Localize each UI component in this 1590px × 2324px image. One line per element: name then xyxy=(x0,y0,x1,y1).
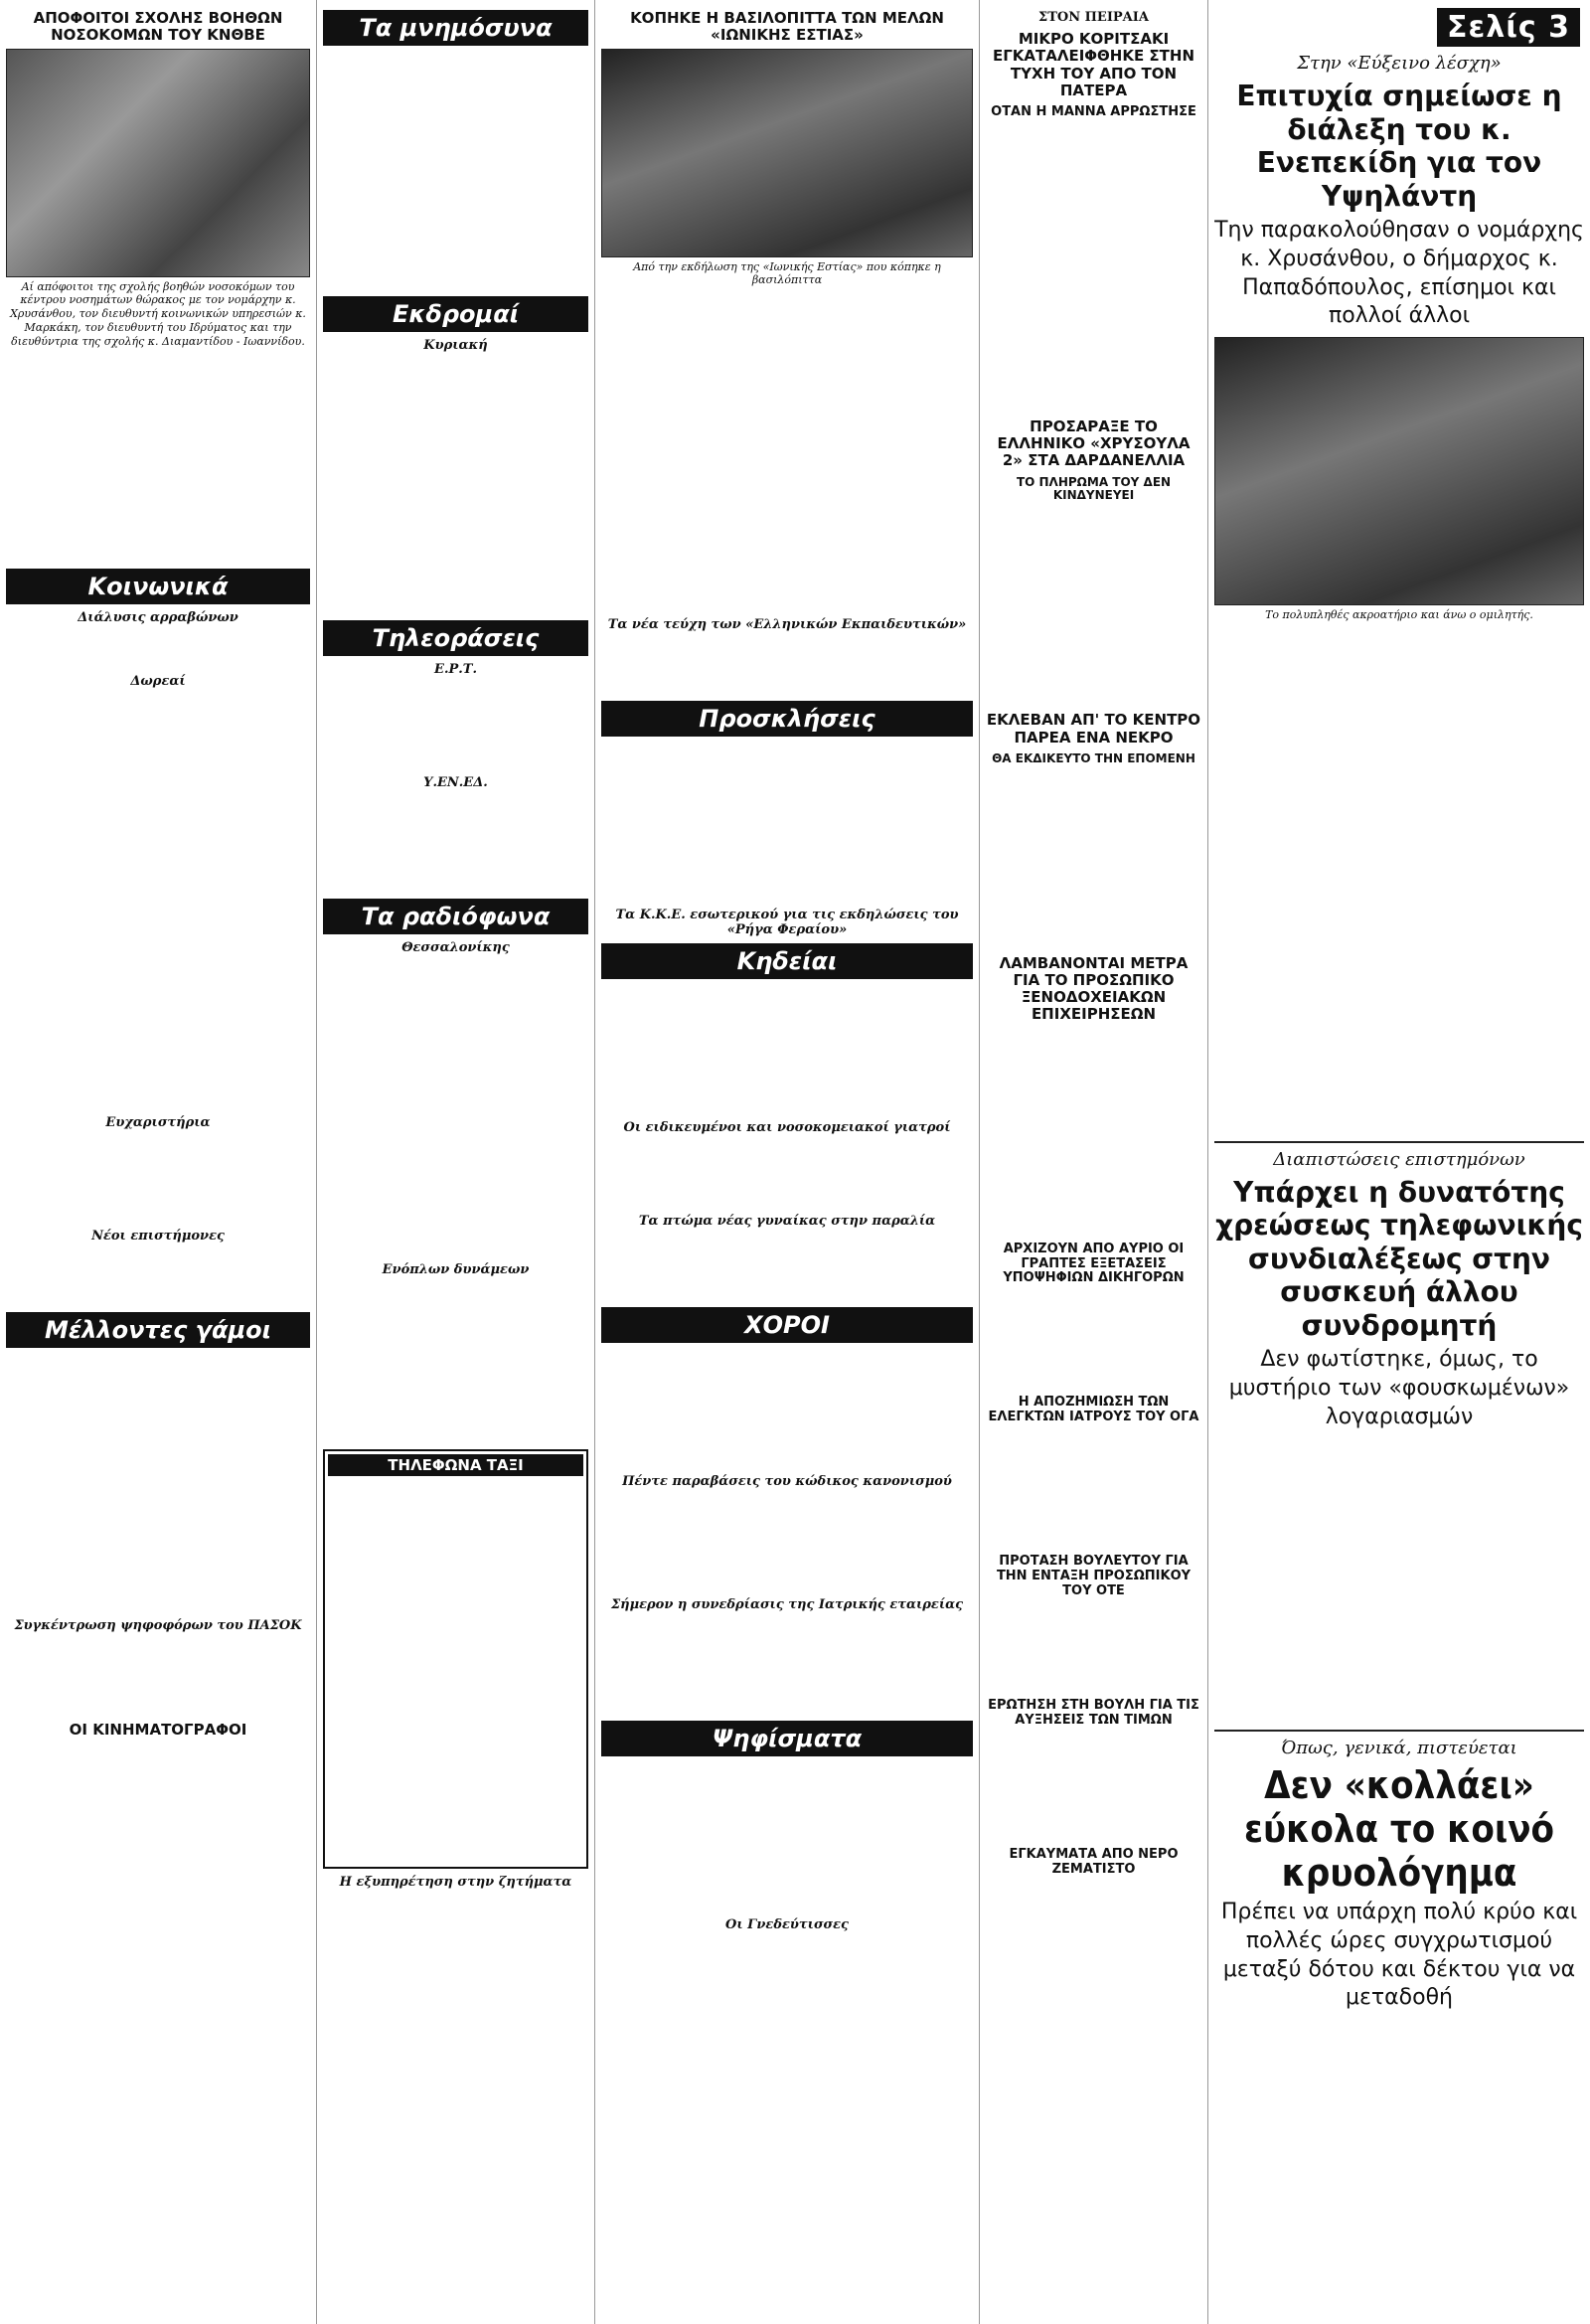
body-text-block xyxy=(6,1743,310,1982)
photo-caption: Το πολυπληθές ακροατήριο και άνω ο ομιλητής. xyxy=(1265,607,1533,621)
page-number-label: Σελίς 3 xyxy=(1437,8,1580,47)
kicker-general-belief: Όπως, γενικά, πιστεύεται xyxy=(1281,1738,1517,1759)
body-text-block xyxy=(986,1603,1201,1693)
body-text-block xyxy=(6,628,310,668)
body-text-block xyxy=(1214,2017,1584,2324)
body-text-block xyxy=(601,985,973,1114)
page-number-header xyxy=(1218,8,1580,47)
subhead-divorce: Διάλυσις αρραβώνων xyxy=(78,610,238,626)
subhead-crew-safe: ΤΟ ΠΛΗΡΩΜΑ ΤΟΥ ΔΕΝ ΚΙΝΔΥΝΕΥΕΙ xyxy=(1016,474,1172,503)
subhead-cinemas: ΟΙ ΚΙΝΗΜΑΤΟΓΡΑΦΟΙ xyxy=(69,1721,247,1740)
column-3 xyxy=(595,0,979,2324)
taxi-phones-title: ΤΗΛΕΦΩΝΑ ΤΑΞΙ xyxy=(328,1454,583,1476)
body-text-block xyxy=(323,356,588,614)
body-text-block xyxy=(986,1429,1201,1549)
subhead-next-day: ΘΑ ΕΚΔΙΚΕΥΤΟ ΤΗΝ ΕΠΟΜΕΝΗ xyxy=(992,750,1195,765)
subhead-armed-forces: Ενόπλων δυνάμεων xyxy=(382,1262,530,1277)
headline-abandoned-girl: ΜΙΚΡΟ ΚΟΡΙΤΣΑΚΙ ΕΓΚΑΤΑΛΕΙΦΘΗΚΕ ΣΤΗΝ ΤΥΧΗ ΤΟΥ ΑΠΟ ΤΟΝ ΠΑΤΕΡΑ xyxy=(992,30,1195,99)
photo-caption: Από την εκδήλωση της «Ιωνικής Εστίας» που κόπηκε η βασιλόπιττα xyxy=(633,259,941,287)
photo-caption: Αί απόφοιτοι της σχολής βοηθών νοσοκόμων του κέντρου νοσημάτων θώρακος με τον νομάρχην κ. Χρυσάνθου, τον διευθυντή κοινωνικών υπηρεσιών κ. Μαρκάκη, τον διευθυντή του Ιδρύματος και την διευθύντρια της σχολής κ. Διαμαντίδου - Ιωαννίδου. xyxy=(10,279,306,348)
headline-ship-aground: ΠΡΟΣΑΡΑΞΕ ΤΟ ΕΛΛΗΝΙΚΟ «ΧΡΥΣΟΥΛΑ 2» ΣΤΑ ΔΑΡΔΑΝΕΛΛΙΑ xyxy=(997,416,1191,470)
body-text-block xyxy=(986,1290,1201,1390)
body-text-block xyxy=(328,1476,583,1864)
subhead-kke: Τα Κ.Κ.Ε. εσωτερικού για τις εκδηλώσεις του «Ρήγα Φεραίου» xyxy=(615,908,959,937)
body-text-block xyxy=(323,680,588,769)
body-text-block xyxy=(601,1935,973,2015)
section-banner-dances: ΧΟΡΟΙ xyxy=(601,1307,973,1343)
body-text-block xyxy=(601,1615,973,1715)
section-rule xyxy=(1214,1141,1584,1143)
subhead-graduates: Νέοι επιστήμονες xyxy=(91,1229,225,1245)
subhead-duty: Η εξυπηρέτηση στην ζητήματα xyxy=(339,1875,572,1890)
body-text-block xyxy=(601,1492,973,1591)
body-text-block xyxy=(601,743,973,902)
subhead-sunday: Κυριακή xyxy=(423,338,488,353)
section-banner-memorials: Τα μνημόσυνα xyxy=(323,10,588,46)
subhead-pasok: Συγκέντρωση ψηφοφόρων του ΠΑΣΟΚ xyxy=(14,1618,302,1634)
column-2 xyxy=(317,0,594,2324)
subhead-attendees: Την παρακολούθησαν ο νομάρχης κ. Χρυσάνθου, ο δήμαρχος κ. Παπαδόπουλος, επίσημοι και πολλοί άλλοι xyxy=(1214,218,1584,329)
body-text-block xyxy=(1214,628,1584,1135)
body-text-block xyxy=(601,293,973,611)
headline-scald-burns: ΕΓΚΑΥΜΑΤΑ ΑΠΟ ΝΕΡΟ ΖΕΜΑΤΙΣΤΟ xyxy=(1009,1846,1179,1877)
subhead-mother-ill: ΟΤΑΝ Η ΜΑΝΝΑ ΑΡΡΩΣΤΗΣΕ xyxy=(991,104,1196,119)
headline-vasilopitta: ΚΟΠΗΚΕ Η ΒΑΣΙΛΟΠΙΤΤΑ ΤΩΝ ΜΕΛΩΝ «ΙΩΝΙΚΗΣ ΕΣΤΙΑΣ» xyxy=(630,9,944,45)
headline-oga-doctors: Η ΑΠΟΖΗΜΙΩΣΗ ΤΩΝ ΕΛΕΓΚΤΩΝ ΙΑΤΡΟΥΣ ΤΟΥ ΟΓΑ xyxy=(988,1395,1199,1425)
column-1 xyxy=(0,0,316,2324)
body-text-block xyxy=(6,354,310,563)
taxi-phones-box xyxy=(323,1449,588,1869)
subhead-inflated-bills: Δεν φωτίστηκε, όμως, το μυστήριο των «φουσκωμένων» λογαριασμών xyxy=(1228,1347,1570,1429)
body-text-block xyxy=(323,1893,588,1992)
headline-stolen-corpse: ΕΚΛΕΒΑΝ ΑΠ' ΤΟ ΚΕΝΤΡΟ ΠΑΡΕΑ ΕΝΑ ΝΕΚΡΟ xyxy=(986,711,1201,747)
subhead-woman-body: Τα πτώμα νέας γυναίκας στην παραλία xyxy=(638,1214,936,1229)
body-text-block xyxy=(6,1636,310,1716)
subhead-thanks: Οι Γνεδεύτισσες xyxy=(725,1917,849,1932)
section-banner-tv: Τηλεοράσεις xyxy=(323,620,588,656)
kicker-scientists: Διαπιστώσεις επιστημόνων xyxy=(1273,1148,1525,1170)
body-text-block xyxy=(986,770,1201,949)
body-text-block xyxy=(6,1133,310,1223)
subhead-medical-society: Σήμερον η συνεδρίασις της Ιατρικής εταιρείας xyxy=(610,1597,964,1612)
subhead-radio-thessaloniki: Θεσσαλονίκης xyxy=(401,940,510,955)
subhead-thanks: Ευχαριστήρια xyxy=(105,1115,211,1131)
body-text-block xyxy=(6,1246,310,1306)
column-4 xyxy=(980,0,1207,2324)
subhead-yened: Υ.ΕΝ.ΕΔ. xyxy=(423,775,488,790)
body-text-block xyxy=(323,958,588,1256)
body-text-block xyxy=(601,635,973,695)
body-text-block xyxy=(986,124,1201,413)
section-rule xyxy=(1214,1730,1584,1732)
body-text-block xyxy=(986,1733,1201,1842)
headline-price-question: ΕΡΩΤΗΣΗ ΣΤΗ ΒΟΥΛΗ ΓΙΑ ΤΙΣ ΑΥΞΗΣΕΙΣ ΤΩΝ ΤΙΜΩΝ xyxy=(988,1698,1199,1729)
column-5 xyxy=(1208,0,1590,2324)
section-banner-excursions: Εκδρομαί xyxy=(323,296,588,332)
body-text-block xyxy=(323,1280,588,1449)
kicker-piraeus: ΣΤΟΝ ΠΕΙΡΑΙΑ xyxy=(1038,10,1149,25)
body-text-block xyxy=(323,793,588,893)
section-banner-invitations: Προσκλήσεις xyxy=(601,701,973,737)
section-banner-society: Κοινωνικά xyxy=(6,569,310,604)
body-text-block xyxy=(6,1354,310,1612)
headline-phone-billing: Υπάρχει η δυνατότης χρεώσεως τηλεφωνικής συνδιαλέξεως στην συσκευή άλλου συνδρομητή xyxy=(1215,1175,1583,1342)
subhead-gifts: Δωρεαί xyxy=(130,674,186,690)
headline-nursing-graduates: ΑΠΟΦΟΙΤΟΙ ΣΧΟΛΗΣ ΒΟΗΘΩΝ ΝΟΣΟΚΟΜΩΝ ΤΟΥ ΚΝΘΒΕ xyxy=(33,9,283,45)
body-text-block xyxy=(601,1232,973,1301)
photo-graduates xyxy=(6,49,310,277)
headline-hotel-staff: ΛΑΜΒΑΝΟΝΤΑΙ ΜΕΤΡΑ ΓΙΑ ΤΟ ΠΡΟΣΩΠΙΚΟ ΞΕΝΟΔΟΧΕΙΑΚΩΝ ΕΠΙΧΕΙΡΗΣΕΩΝ xyxy=(999,953,1189,1024)
body-text-block xyxy=(1214,1435,1584,1724)
photo-vasilopitta xyxy=(601,49,973,257)
section-banner-votes: Ψηφίσματα xyxy=(601,1721,973,1756)
kicker-euxinos: Στην «Εύξεινο λέσχη» xyxy=(1297,53,1502,74)
section-banner-funerals: Κηδείαι xyxy=(601,943,973,979)
subhead-cold-conditions: Πρέπει να υπάρχη πολύ κρύο και πολλές ώρες συγχρωτισμού μεταξύ δότου και δέκτου για να μεταδοθή xyxy=(1220,1900,1578,2011)
subhead-ert: Ε.Ρ.Τ. xyxy=(434,662,477,677)
body-text-block xyxy=(601,1138,973,1208)
body-text-block xyxy=(601,1349,973,1468)
body-text-block xyxy=(986,1882,1201,1961)
section-banner-weddings: Μέλλοντες γάμοι xyxy=(6,1312,310,1348)
section-banner-radio: Τα ραδιόφωνα xyxy=(323,899,588,934)
headline-lawyer-exams: ΑΡΧΙΖΟΥΝ ΑΠΟ ΑΥΡΙΟ ΟΙ ΓΡΑΠΤΕΣ ΕΞΕΤΑΣΕΙΣ ΥΠΟΨΗΦΙΩΝ ΔΙΚΗΓΟΡΩΝ xyxy=(1003,1241,1185,1286)
body-text-block xyxy=(323,52,588,290)
body-text-block xyxy=(986,507,1201,706)
body-text-block xyxy=(6,692,310,1109)
headline-ypsilantis-lecture: Επιτυχία σημείωσε η διάλεξη του κ. Ενεπεκίδη για τον Υψηλάντη xyxy=(1236,80,1562,213)
subhead-new-issues: Τα νέα τεύχη των «Ελληνικών Εκπαιδευτικών» xyxy=(607,617,967,632)
headline-ote-staff: ΠΡΟΤΑΣΗ ΒΟΥΛΕΥΤΟΥ ΓΙΑ ΤΗΝ ΕΝΤΑΞΗ ΠΡΟΣΩΠΙΚΟΥ ΤΟΥ ΟΤΕ xyxy=(996,1554,1192,1599)
photo-audience xyxy=(1214,337,1584,605)
body-text-block xyxy=(601,1762,973,1911)
headline-common-cold: Δεν «κολλάει» εύκολα το κοινό κρυολόγημα xyxy=(1244,1763,1554,1895)
body-text-block xyxy=(986,1028,1201,1237)
subhead-five-violations: Πέντε παραβάσεις του κώδικος κανονισμού xyxy=(622,1474,952,1489)
subhead-specialized-doctors: Οι ειδικευμένοι και νοσοκομειακοί γιατροί xyxy=(623,1120,951,1135)
